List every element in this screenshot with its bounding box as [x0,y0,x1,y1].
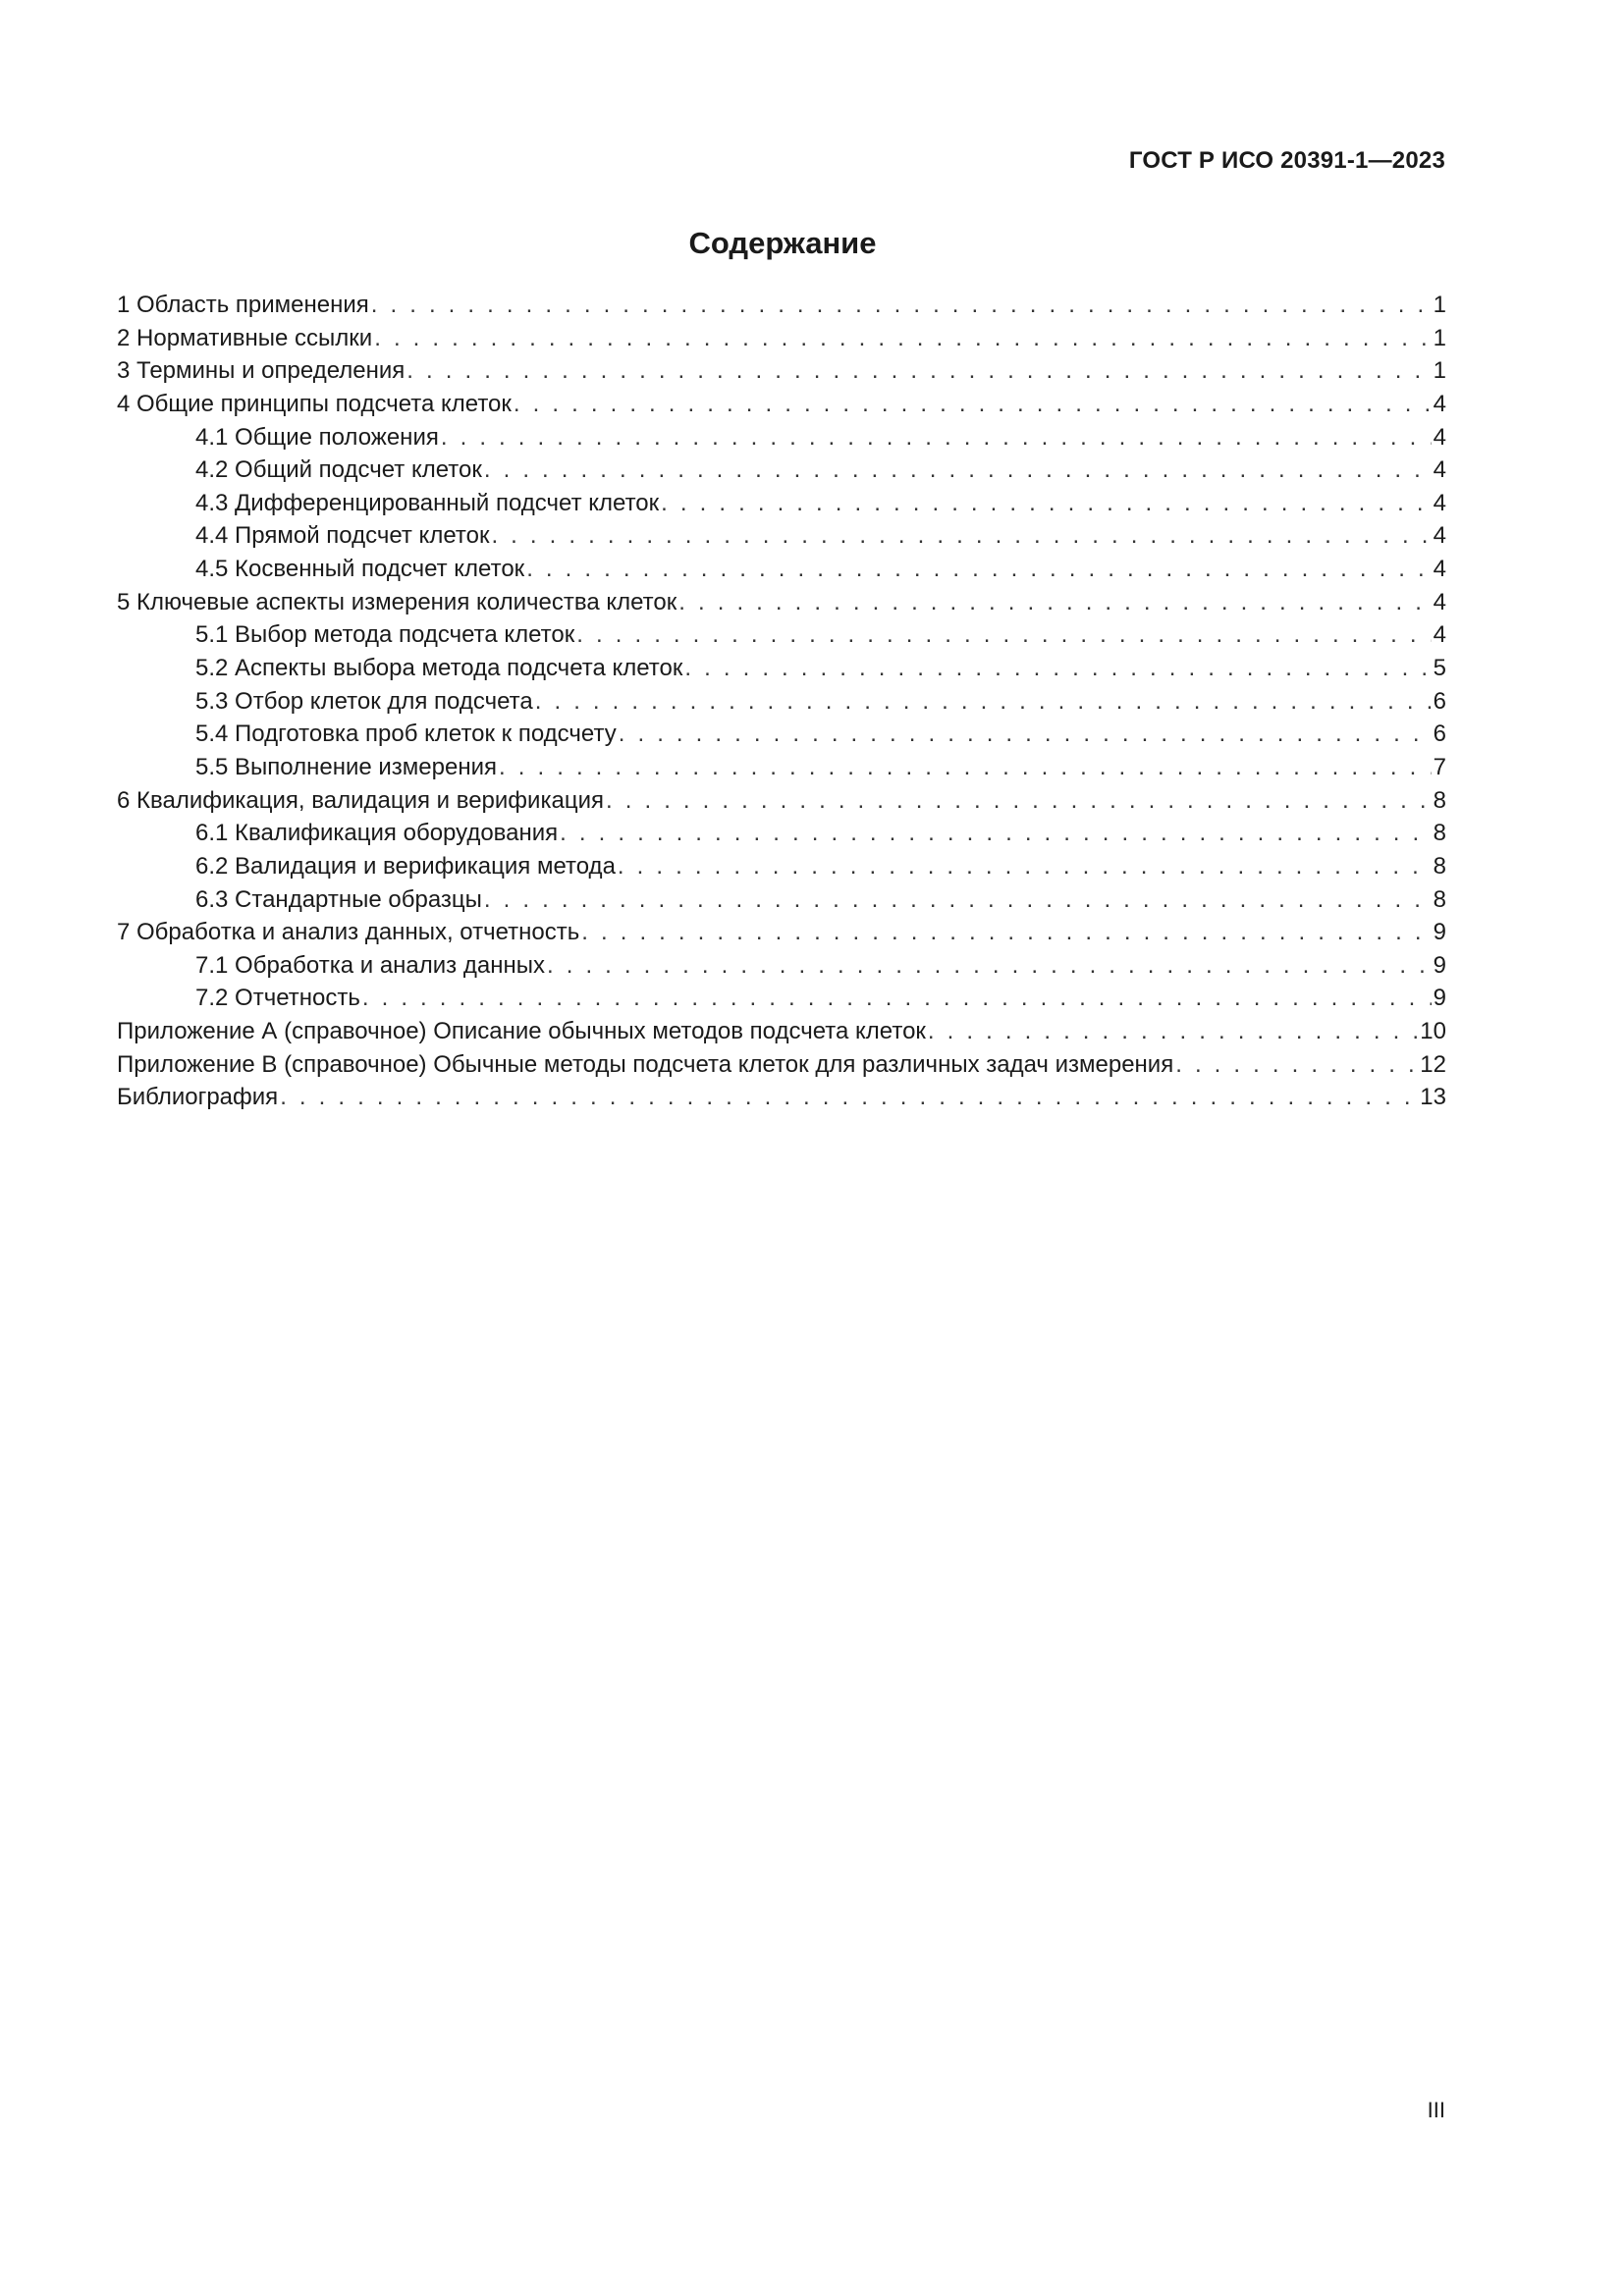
toc-entry-page: 4 [1433,556,1446,583]
toc-dot-leader [661,487,1431,520]
toc-dot-leader [371,289,1432,322]
toc-entry-page: 10 [1420,1018,1446,1045]
toc-entry-page: 5 [1433,655,1446,682]
toc-entry-page: 4 [1433,456,1446,484]
toc-entry-label: 4.5 Косвенный подсчет клеток [195,556,525,583]
toc-entry-page: 4 [1433,588,1446,615]
toc-entry-label: 1 Область применения [117,292,369,318]
toc-dot-leader [514,388,1432,421]
toc-entry[interactable] [117,454,1446,487]
toc-entry-page: 8 [1433,852,1446,880]
toc-entry-label: 4 Общие принципы подсчета клеток [117,390,512,417]
toc-entry[interactable] [117,817,1446,850]
toc-entry-page: 9 [1433,985,1446,1012]
toc-entry-label: 5 Ключевые аспекты измерения количества клеток [117,588,677,615]
toc-entry[interactable] [117,289,1446,322]
toc-dot-leader [618,850,1432,883]
toc-entry[interactable] [117,784,1446,818]
toc-entry-label: 4.2 Общий подсчет клеток [195,456,482,484]
toc-dot-leader [406,354,1431,388]
toc-entry-page: 4 [1433,390,1446,417]
toc-entry-page: 4 [1433,423,1446,451]
toc-entry[interactable] [117,1081,1446,1114]
toc-entry-page: 1 [1433,324,1446,351]
toc-dot-leader [499,751,1432,784]
toc-dot-leader [526,553,1431,586]
toc-entry-label: 5.5 Выполнение измерения [195,753,497,780]
table-of-contents [117,289,1446,1114]
toc-entry-page: 1 [1433,357,1446,385]
toc-entry[interactable] [117,487,1446,520]
toc-entry-label: 5.2 Аспекты выбора метода подсчета клеток [195,655,683,682]
toc-entry-page: 4 [1433,621,1446,649]
toc-entry[interactable] [117,1015,1446,1048]
toc-entry-page: 4 [1433,489,1446,516]
toc-entry-label: 7.1 Обработка и анализ данных [195,951,545,979]
toc-dot-leader [280,1081,1418,1114]
toc-dot-leader [560,817,1431,850]
toc-dot-leader [484,454,1432,487]
toc-dot-leader [1175,1048,1418,1082]
toc-entry[interactable] [117,718,1446,751]
toc-entry[interactable] [117,421,1446,454]
toc-entry[interactable] [117,354,1446,388]
toc-entry[interactable] [117,850,1446,883]
toc-entry[interactable] [117,652,1446,685]
toc-entry-label: 6.3 Стандартные образцы [195,885,482,913]
toc-entry[interactable] [117,388,1446,421]
toc-entry-page: 6 [1433,721,1446,748]
page-number: III [1427,2098,1445,2122]
toc-dot-leader [606,784,1432,818]
toc-dot-leader [547,949,1432,983]
toc-entry-label: 5.1 Выбор метода подсчета клеток [195,621,575,649]
toc-entry-label: 7 Обработка и анализ данных, отчетность [117,919,580,946]
toc-dot-leader [362,982,1432,1015]
toc-entry-page: 13 [1420,1084,1446,1111]
toc-dot-leader [576,618,1431,652]
toc-entry-page: 8 [1433,820,1446,847]
toc-entry-label: 4.3 Дифференцированный подсчет клеток [195,489,660,516]
toc-dot-leader [484,883,1432,917]
toc-entry[interactable] [117,322,1446,355]
toc-entry-page: 9 [1433,919,1446,946]
toc-entry-page: 6 [1433,687,1446,715]
toc-dot-leader [535,685,1432,719]
toc-entry-label: 3 Термины и определения [117,357,406,385]
toc-dot-leader [374,322,1431,355]
toc-entry-page: 8 [1433,786,1446,814]
toc-entry[interactable] [117,618,1446,652]
document-code: ГОСТ Р ИСО 20391-1—2023 [1128,147,1445,174]
toc-entry-label: 6.1 Квалификация оборудования [195,820,559,847]
toc-entry-label: 4.4 Прямой подсчет клеток [195,522,490,550]
toc-entry-label: Приложение А (справочное) Описание обычных методов подсчета клеток [117,1018,926,1045]
toc-entry[interactable] [117,1048,1446,1082]
toc-entry[interactable] [117,916,1446,949]
toc-entry[interactable] [117,883,1446,917]
toc-entry-label: 4.1 Общие положения [195,423,439,451]
toc-dot-leader [619,718,1432,751]
toc-entry-label: 5.3 Отбор клеток для подсчета [195,687,533,715]
toc-entry-page: 7 [1433,753,1446,780]
toc-entry-page: 4 [1433,522,1446,550]
toc-entry[interactable] [117,751,1446,784]
toc-dot-leader [928,1015,1418,1048]
toc-dot-leader [684,652,1431,685]
toc-dot-leader [581,916,1431,949]
toc-entry-label: 7.2 Отчетность [195,985,360,1012]
toc-entry[interactable] [117,553,1446,586]
toc-entry[interactable] [117,519,1446,553]
toc-entry-label: 6.2 Валидация и верификация метода [195,852,616,880]
toc-dot-leader [491,519,1431,553]
toc-entry-label: Библиография [117,1084,279,1111]
toc-entry-label: 5.4 Подготовка проб клеток к подсчету [195,721,617,748]
toc-dot-leader [678,586,1431,619]
toc-entry-label: Приложение В (справочное) Обычные методы подсчета клеток для различных задач измерения [117,1050,1174,1078]
toc-entry-label: 6 Квалификация, валидация и верификация [117,786,604,814]
toc-entry-page: 9 [1433,951,1446,979]
toc-entry-label: 2 Нормативные ссылки [117,324,373,351]
toc-entry[interactable] [117,685,1446,719]
toc-entry-page: 8 [1433,885,1446,913]
toc-dot-leader [441,421,1432,454]
toc-entry-page: 1 [1433,292,1446,318]
toc-title: Содержание [688,226,877,260]
toc-entry[interactable] [117,982,1446,1015]
toc-entry-page: 12 [1420,1050,1446,1078]
toc-entry[interactable] [117,949,1446,983]
toc-entry[interactable] [117,586,1446,619]
